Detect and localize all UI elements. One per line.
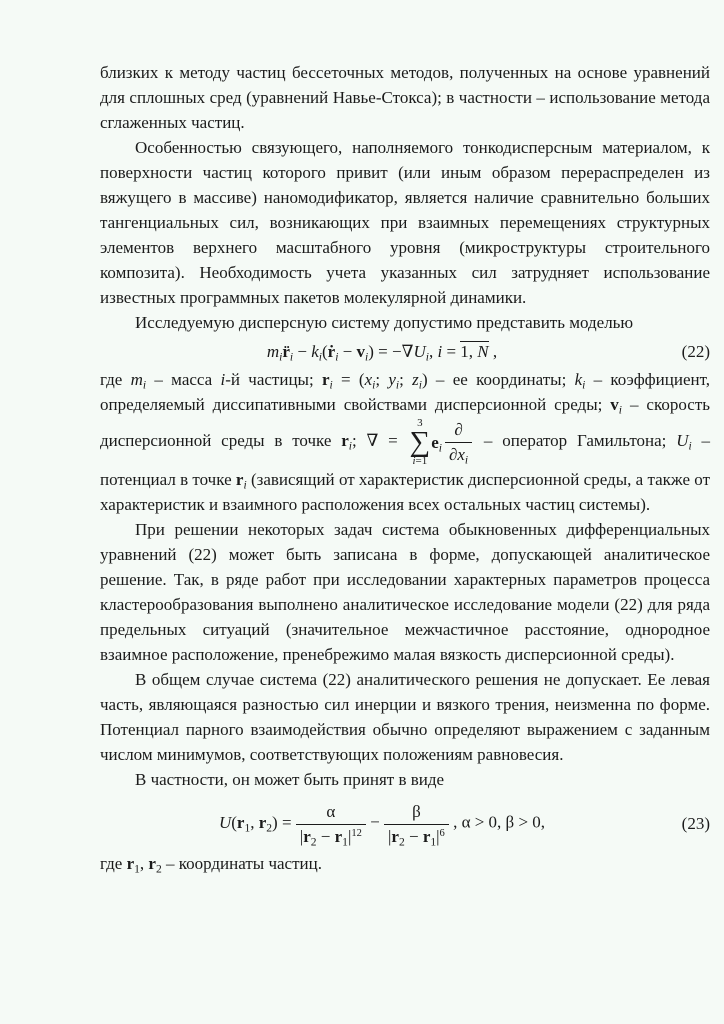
lj-fraction-12: $\frac{\alpha}{|r_2 - r_1|^{12}}$ bbox=[296, 801, 366, 847]
paragraph-continuation: близких к методу частиц бессеточных методов, полученных на основе уравнений для сплошных сред (уравнений Навье-Стокса); в частности – использование метода сглаженных частиц. bbox=[100, 63, 710, 132]
sigma-icon: ∑ bbox=[409, 426, 431, 459]
paragraph-model-intro: Исследуемую дисперсную систему допустимо представить моделью bbox=[135, 313, 634, 332]
equation-22-body: $m_ir̈_i$ − $k_i(ṙ_i - v_i) = -\nabla U_i$, i = 1, N , bbox=[266, 342, 498, 364]
hamiltonian-operator-sum: 3 ∑ i=1 $e_i$ $\frac{\partial}{\partial x_i}$ bbox=[410, 417, 473, 467]
equation-23-number: (23) bbox=[681, 813, 710, 833]
paragraph-binder-feature: Особенностью связующего, наполняемого тонкодисперсным материалом, к поверхности частиц которого привит (или иным образом перераспределен из вяжущего в массиве) наномодификатор, является наличие сравнительно больших тангенциальных сил, возникающих при взаимных перемещениях структурных элементов верхнего масштабного уровня (микроструктуры строительного композита). Необходимость учета указанных сил затрудняет использование известных программных пакетов молекулярной динамики. bbox=[100, 138, 710, 307]
equation-22 bbox=[100, 338, 710, 365]
overline-1-N: 1, N bbox=[460, 342, 489, 361]
paragraph-potential-intro: В частности, он может быть принят в виде bbox=[135, 770, 445, 790]
paragraph-general-case: В общем случае система (22) аналитического решения не допускает. Ее левая часть, являющаяся разностью сил инерции и вязкого трения, неизменна по форме. Потенциал парного взаимодействия обычно определяют выражением с заданным числом минимумов, соответствующих положениям равновесия. bbox=[100, 670, 710, 765]
lj-fraction-6: $\frac{\beta}{|r_2 - r_1|^6}$ bbox=[384, 801, 449, 847]
paragraph-analytic-solution: При решении некоторых задач система обыкновенных дифференциальных уравнений (22) может быть записана в форме, допускающей аналитическое решение. Так, в ряде работ при исследовании характерных параметров процесса кластерообразования выполнено аналитическое исследование модели (22) для ряда предельных ситуаций (значительное межчастичное расстояние, однородное взаимное расположение, пренебрежимо малая вязкость дисперсионной среды). bbox=[100, 520, 710, 665]
sigma-with-limits: 3 ∑ i=1 bbox=[409, 417, 431, 468]
equation-23 bbox=[100, 801, 710, 847]
paragraph-notation: где $m_i$ – масса i-й частицы; $r_i = (x_i$; $y_i$; $z_i$) – ее координаты; $k_i$ – коэффициент, определяемый диссипативными свойствами дисперсионной среды; $v_i$ – скорость дисперсионной среды в точке $r_i$; ∇ = 3 ∑ i=1 $e_i$ $\frac{\partial}{\partial x_i}$ – оператор Гамильтона; $U_i$ – потенциал в точке $r_i$ (зависящий от характеристик дисперсионной среды, а также от характеристик и взаимного расположения всех остальных частиц системы). bbox=[100, 370, 710, 515]
paragraph-coordinates-note: где $r_1$, $r_2$ – координаты частиц. bbox=[100, 853, 322, 876]
partial-derivative-fraction: $\frac{\partial}{\partial x_i}$ bbox=[445, 419, 472, 465]
equation-23-body: $U(r_1$, $r_2$) = $\frac{\alpha}{|r_2 - r_1|^{12}}$ − $\frac{\beta}{|r_2 - r_1|^6}$ , α > 0, β > 0, bbox=[218, 802, 546, 849]
equation-22-number: (22) bbox=[681, 342, 710, 361]
